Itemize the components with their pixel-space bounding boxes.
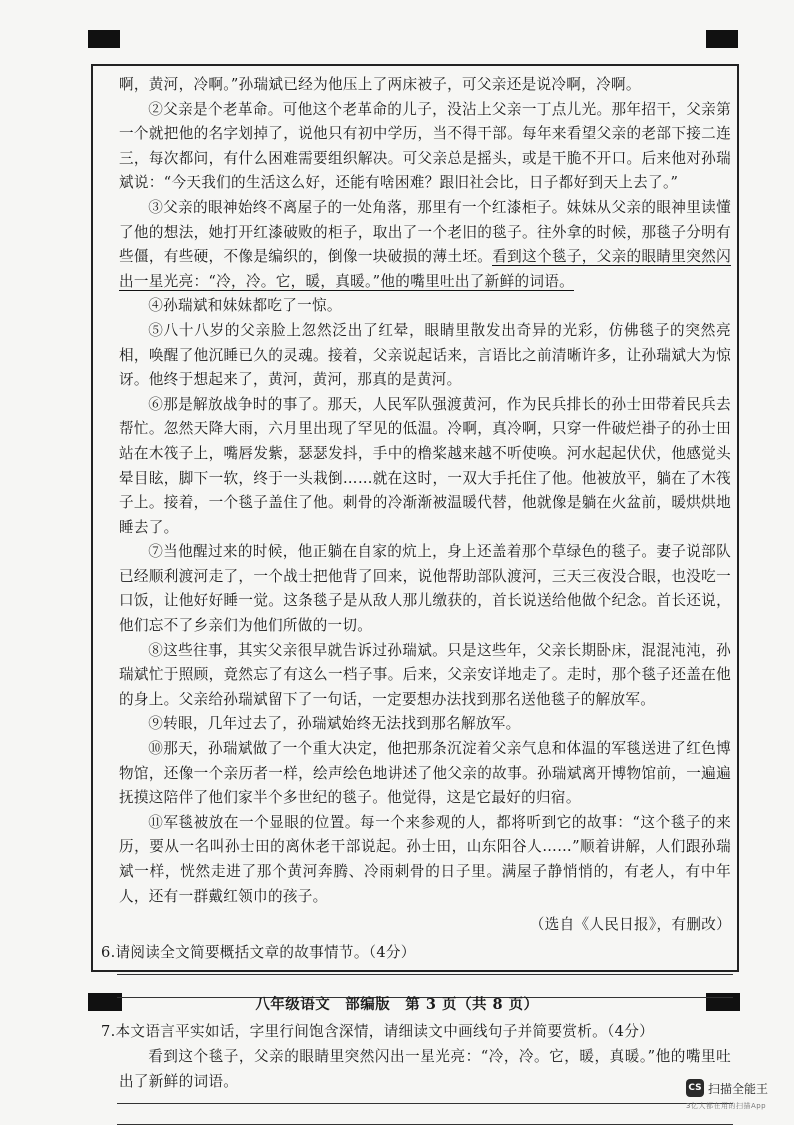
- paragraph-4: ④孙瑞斌和妹妹都吃了一惊。: [148, 297, 342, 315]
- paragraph-3: [119, 196, 731, 294]
- passage-line-top: 啊，黄河，冷啊。”孙瑞斌已经为他压上了两床被子，可父亲还是说冷啊，冷啊。: [119, 76, 641, 93]
- camscanner-logo-icon: CS: [686, 1079, 704, 1097]
- question-7-quote: 看到这个毯子，父亲的眼睛里突然闪出一星光亮：“冷，冷。它，暖，真暖。”他的嘴里吐出了新鲜的词语。: [119, 1047, 731, 1090]
- underlined-sentence: 看到这个毯子，父亲的眼睛里突然闪出一星光亮：“冷，冷。它，暖，真暖。”他的嘴里吐出了新鲜的词语。: [119, 248, 731, 290]
- question-7: 7.本文语言平实如话，字里行间饱含深情，请细读文中画线句子并简要赏析。（4分）: [101, 1023, 654, 1041]
- answer-line: [117, 974, 733, 975]
- paragraph-9: ⑨转眼，几年过去了，孙瑞斌始终无法找到那名解放军。: [148, 715, 521, 733]
- paragraph-6: ⑥那是解放战争时的事了。那天，人民军队强渡黄河，作为民兵排长的孙士田带着民兵去帮忙。忽然天降大雨，六月里出现了罕见的低温。冷啊，真冷啊，只穿一件破烂褂子的孙士田站在木筏子上，嘴唇发紫，瑟瑟发抖，手中的橹桨越来越不听使唤。河水起起伏伏，他感觉头晕目眩，脚下一软，终于一头栽倒……就在这时，一双大手托住了他。他被放平，躺在了木筏子上。接着，一个毯子盖住了他。刺骨的冷渐渐被温暖代替，他就像是躺在火盆前，暖烘烘地睡去了。: [119, 395, 731, 536]
- paragraph-2: ②父亲是个老革命。可他这个老革命的儿子，没沾上父亲一丁点儿光。那年招干，父亲第一个就把他的名字划掉了，说他只有初中学历，当不得干部。每年来看望父亲的老部下接二连三，每次都问，有什么困难需要组织解决。可父亲总是摇头，或是干脆不开口。后来他对孙瑞斌说：“今天我们的生活这么好，还能有啥困难？跟旧社会比，日子都好到天上去了。”: [119, 100, 731, 192]
- question-7-answer-area[interactable]: [119, 1103, 731, 1125]
- paragraph-11: ⑪军毯被放在一个显眼的位置。每一个来参观的人，都将听到它的故事：“这个毯子的来历，要从一名叫孙士田的离休老干部说起。孙士田，山东阳谷人……”顺着讲解，人们跟孙瑞斌一样，恍然走进了那个黄河奔腾、冷雨刺骨的日子里。满屋子静悄悄的，有老人，有中年人，还有一群戴红领巾的孩子。: [119, 813, 731, 905]
- paragraph-10: ⑩那天，孙瑞斌做了一个重大决定，他把那条沉淀着父亲气息和体温的军毯送进了红色博物馆，还像一个亲历者一样，绘声绘色地讲述了他父亲的故事。孙瑞斌离开博物馆前，一遍遍抚摸这陪伴了他们家半个多世纪的毯子。他觉得，这是它最好的归宿。: [119, 740, 731, 807]
- paragraph-5: ⑤八十八岁的父亲脸上忽然泛出了红晕，眼睛里散发出奇异的光彩，仿佛毯子的突然亮相，唤醒了他沉睡已久的灵魂。接着，父亲说起话来，言语比之前清晰许多，让孙瑞斌大为惊讶。他终于想起来了，黄河，黄河，那真的是黄河。: [119, 321, 731, 389]
- paragraph-3-text: ③父亲的眼神始终不离屋子的一处角落，那里有一个红漆柜子。妹妹从父亲的眼神里读懂了他的想法，她打开红漆破败的柜子，取出了一个老旧的毯子。往外拿的时候，那毯子分明有些僵，有些硬，不像是编织的，倒像一块破损的薄土坯。: [119, 198, 731, 266]
- scanner-watermark: [686, 1079, 768, 1097]
- page-footer: 八年级语文 部编版 第 3 页（共 8 页）: [255, 996, 539, 1013]
- paragraph-8: ⑧这些往事，其实父亲很早就告诉过孙瑞斌。只是这些年，父亲长期卧床，混混沌沌，孙瑞斌忙于照顾，竟然忘了有这么一档子事。后来，父亲安详地走了。走时，那个毯子还盖在他的身上。父亲给孙瑞斌留下了一句话，一定要想办法找到那名送他毯子的解放军。: [119, 641, 731, 708]
- watermark-subtitle: 3亿人都在用的扫描App: [686, 1102, 767, 1110]
- watermark-name: 扫描全能王: [708, 1081, 769, 1096]
- paragraph-7: ⑦当他醒过来的时候，他正躺在自家的炕上，身上还盖着那个草绿色的毯子。妻子说部队已经顺利渡河走了，一个战士把他背了回来，说他帮助部队渡河，三天三夜没合眼，也没吃一口饭，让他好好睡一觉。这条毯子是从敌人那儿缴获的，首长说送给他做个纪念。首长还说，他们忘不了乡亲们为他们所做的一切。: [119, 543, 731, 635]
- question-6: 6.请阅读全文简要概括文章的故事情节。（4分）: [101, 943, 416, 961]
- reading-passage: [101, 73, 731, 1125]
- registration-mark-top-right: [706, 30, 738, 48]
- source-citation: （选自《人民日报》，有删改）: [529, 916, 731, 934]
- registration-mark-top-left: [88, 30, 120, 48]
- answer-line: [117, 1103, 733, 1104]
